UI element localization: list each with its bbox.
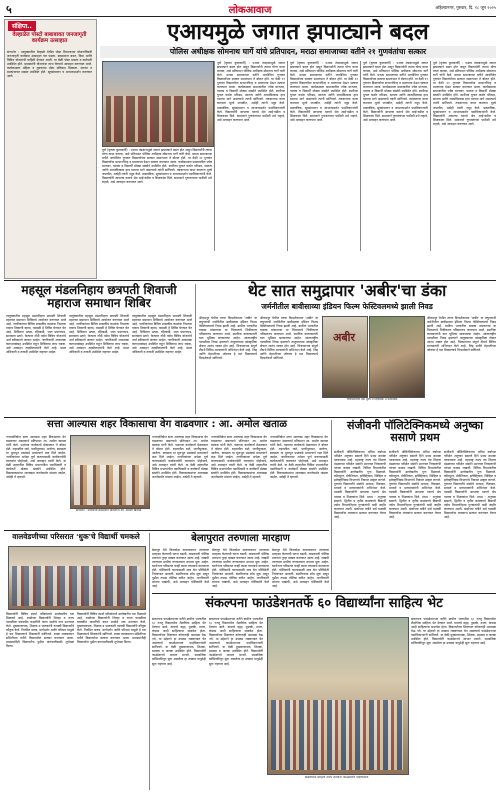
story4-body-1: नगरपालिकेत सत्ता आल्यास शहर विकासाचा वेग वाढवणार असल्याचे प्रतिपादन आ. अमोल खताळ यांनी केले. पक्षाच्या कार्यकर्ता मेळाव्यात ते बोलत होते. शहरातील रस्ते, पाणीपुरवठा, आरोग्य, स्वच्छता या मूलभूत प्रश्नांकडे प्राधान्याने लक्ष दिले जाईल. नागरिकांच्या अपेक्षा पूर्ण करण्यासाठी कार्यकर्त्यांनी घराघरांत पोहोचावे, असे आवाहन त्यांनी केले. या वेळी शहरातील विविध प्रभागांतील पदाधिकारी व कार्यकर्ते मोठ्या संख्येने उपस्थित होते. विकासकामांचा आराखडा जनतेसमोर मांडला जाईल, असेही ते म्हणाले. bbox=[6, 435, 66, 480]
col-divider-1 bbox=[214, 61, 215, 251]
story4-body-2: नगरपालिकेत सत्ता आल्यास शहर विकासाचा वेग वाढवणार असल्याचे प्रतिपादन आ. अमोल खताळ यांनी केले. पक्षाच्या कार्यकर्ता मेळाव्यात ते बोलत होते. शहरातील रस्ते, पाणीपुरवठा, आरोग्य, स्वच्छता या मूलभूत प्रश्नांकडे प्राधान्याने लक्ष दिले जाईल. नागरिकांच्या अपेक्षा पूर्ण करण्यासाठी कार्यकर्त्यांनी घराघरांत पोहोचावे, असे आवाहन त्यांनी केले. या वेळी शहरातील विविध प्रभागांतील पदाधिकारी व कार्यकर्ते मोठ्या संख्येने उपस्थित होते. विकासकामांचा आराखडा जनतेसमोर मांडला जाईल, असेही ते म्हणाले. bbox=[152, 435, 208, 480]
story8-headline: संकल्पना फाउंडेशनतर्फे ६० विद्यार्थ्यांना साहित्य भेट bbox=[205, 596, 443, 611]
sidebar-headline: वेल्हाळेत पोस्टो बाबाबावत जनजागृती कार्यक्रम उत्साहात bbox=[12, 32, 87, 44]
story3-subheadline: जर्मनीतील बावीसाव्या इंडियन फिल्म फेस्टिवलमध्ये झाली निवड bbox=[261, 302, 433, 311]
dateline: अहिल्यानगर, गुरुवार, दि. १८ जून २०२५ bbox=[435, 5, 496, 10]
story4-body-3: नगरपालिकेत सत्ता आल्यास शहर विकासाचा वेग वाढवणार असल्याचे प्रतिपादन आ. अमोल खताळ यांनी केले. पक्षाच्या कार्यकर्ता मेळाव्यात ते बोलत होते. शहरातील रस्ते, पाणीपुरवठा, आरोग्य, स्वच्छता या मूलभूत प्रश्नांकडे प्राधान्याने लक्ष दिले जाईल. नागरिकांच्या अपेक्षा पूर्ण करण्यासाठी कार्यकर्त्यांनी घराघरांत पोहोचावे, असे आवाहन त्यांनी केले. या वेळी शहरातील विविध प्रभागांतील पदाधिकारी व कार्यकर्ते मोठ्या संख्येने उपस्थित होते. विकासकामांचा आराखडा जनतेसमोर मांडला जाईल, असेही ते म्हणाले. bbox=[211, 435, 267, 480]
rule-3 bbox=[4, 530, 329, 531]
story8-photo-people bbox=[271, 700, 403, 770]
masthead: लोकआवाज bbox=[228, 5, 272, 16]
story5-headline: संजीवनी पॉलिटेक्निकमध्ये अनुष्का ससाणे प्रथम bbox=[346, 419, 484, 444]
story8-body-1: संकल्पना फाउंडेशनच्या वतीने ग्रामीण भागातील ६० गरजू विद्यार्थ्यांना शैक्षणिक साहित्य भेट देण्यात आले. यामध्ये वह्या, पुस्तके, दप्तर, कंपास आदी साहित्याचा समावेश होता. विद्यार्थ्यांच्या शिक्षणात कोणताही अडथळा येऊ नये, या उद्देशाने हा उपक्रम राबवण्यात येत असल्याचे फाउंडेशनच्या पदाधिकाऱ्यांनी सांगितले. या वेळी मुख्याध्यापक, शिक्षक, ग्रामस्थ व पालक उपस्थित होते. विद्यार्थ्यांनी फाउंडेशनचे आभार मानले. सामाजिक बांधिलकीतून सुरू असलेला हा उपक्रम यापुढेही सुरू राहणार आहे. bbox=[152, 617, 206, 666]
page-number: ५ bbox=[6, 3, 12, 16]
story6-body-1: विद्यार्थ्यांनी विविध स्पर्धा परीक्षांमध्ये उल्लेखनीय यश मिळवले आहे. शाळेच्या विद्यार्थ्यांनी जिल्हा व राज्य पातळीवर घवघवीत कामगिरी करत शाळेचे नाव उज्ज्वल केले. मुख्याध्यापक, शिक्षक व पालकांनी यशस्वी विद्यार्थ्यांचे कौतुक केले. नियमित सराव, मार्गदर्शन आणि परिश्रम यामुळे हे यश मिळाल्याचे शिक्षकांनी सांगितले. शाळा व्यवस्थापन समितीच्या वतीने विद्यार्थ्यांचा सत्कार करण्यात आला. ग्रामस्थांनीही विद्यार्थ्यांना पुढील वाटचालीसाठी शुभेच्छा दिल्या. bbox=[6, 612, 74, 649]
story2-body-2: तालुक्यातील महसूल मंडलनिहाय छत्रपती शिवाजी महाराज समाधान शिबिराचे आयोजन करण्यात आले आहे. नागरिकांच्या विविध शासकीय कामांचा निपटारा एकाच ठिकाणी व्हावा, यासाठी हे शिबिर घेण्यात येत आहे. शिबिरात उत्पन्न, रहिवासी, जात प्रमाणपत्र, सातबारा उतारे, फेरफार नोंदी तसेच विविध योजनांचे अर्ज स्वीकारले जाणार आहेत. नागरिकांनी आवश्यक कागदपत्रांसह उपस्थित राहून शिबिराचा लाभ घ्यावा, असे आवाहन तहसीलदारांनी केले आहे. मंडल अधिकारी व तलाठी उपस्थित राहणार आहेत. bbox=[69, 314, 129, 355]
story3-poster-title: अबीर bbox=[332, 331, 356, 344]
sidebar-label: संक्षिप्त.. bbox=[8, 21, 36, 31]
lead-headline: एआयमुळे जगात झपाट्याने बदल bbox=[167, 20, 429, 45]
story3-caption: चित्रपटातील एक दृश्य व दिग्दर्शक व कलाकार. bbox=[346, 398, 399, 401]
story3-body-1: श्रीरामपूर येथील तरुण दिग्दर्शकाच्या 'अबीर' या लघुपटाची जर्मनीतील बावीसाव्या इंडियन फिल्म फेस्टिवलमध्ये निवड झाली आहे. ग्रामीण भागातील वास्तव मांडणाऱ्या या चित्रपटाचे चित्रीकरण परिसरातच करण्यात आले. स्थानिक कलाकारांनी यात भूमिका साकारल्या आहेत. आंतरराष्ट्रीय पातळीवर निवड झाल्याने तालुक्याच्या सांस्कृतिक क्षेत्रात आनंद व्यक्त होत आहे. चित्रपटाच्या संपूर्ण टीमचे विविध मान्यवरांनी अभिनंदन केले आहे. जिद्द आणि मेहनतीच्या जोरावर हे यश मिळाल्याचे दिग्दर्शकाने सांगितले. bbox=[199, 316, 257, 361]
story5-body-2: संजीवनी पॉलिटेक्निकच्या अंतिम वर्षाच्या परीक्षेत अनुष्का ससाणे हिने प्रथम क्रमांक पटकावला आहे. महाराष्ट्र राज्य तंत्र शिक्षण मंडळाच्या परीक्षेत संस्थेने उज्ज्वल निकालाची परंपरा कायम राखली. विविध विभागांतील विद्यार्थ्यांनी उल्लेखनीय गुण मिळवले. कॉम्प्युटर, मेकॅनिकल, इलेक्ट्रिकल, सिव्हिल व इलेक्ट्रॉनिक्स विभागांचे निकाल उत्कृष्ट लागले. गुणवंत विद्यार्थ्यांचे संस्थेचे अध्यक्ष, विश्वस्त, प्राचार्य व प्राध्यापकांनी अभिनंदन केले. यशस्वी विद्यार्थ्यांनी आपल्या यशाचे श्रेय पालक व शिक्षकांना दिले. प्रथम - अनुष्का ससाणे, द्वितीय व तृतीय क्रमांकाचे विद्यार्थी तसेच विभागनिहाय गुणवंतांची यादी जाहीर करण्यात आली. संस्थेच्या वतीने सर्व यशस्वी विद्यार्थ्यांचा लवकरच सत्कार करण्यात येणार आहे. bbox=[389, 450, 441, 519]
header-rule bbox=[4, 16, 496, 17]
col-divider-2 bbox=[287, 61, 288, 251]
story3-headline: थेट सात समुद्रापार 'अबीर'चा डंका bbox=[247, 281, 447, 300]
col-divider-3 bbox=[360, 61, 361, 251]
story4-caption: संगमनेर : कार्यकर्ता मेळाव्यात बोलताना आ. अमोल खताळ. bbox=[75, 509, 143, 512]
lead-body-2: पुणे (कृष्णा कुलकर्णी) : एआय तंत्रज्ञानामुळे जगात झपाट्याने बदल होत असून विद्यार्थ्यांनी त्याचा योग्य वापर करावा, असे प्रतिपादन पोलिस अधीक्षक सोमनाथ घार्गे यांनी केले. मराठा समाजाच्या वतीने आयोजित गुणवंत विद्यार्थ्यांच्या सत्कार समारंभात ते बोलत होते. या वेळी २१ गुणवंत विद्यार्थ्यांचा सन्मानचिन्ह व प्रमाणपत्र देऊन सत्कार करण्यात आला. कार्यक्रमाला समाजातील ज्येष्ठ मान्यवर, पालक व विद्यार्थी मोठ्या संख्येने उपस्थित होते. स्पर्धेच्या युगात कठोर परिश्रम, सातत्य आणि आत्मविश्वास हाच यशाचा मार्ग असल्याचे त्यांनी सांगितले. तंत्रज्ञानाचा वापर करताना मूल्ये जपावीत, असेही त्यांनी नमूद केले. प्रास्ताविक, सूत्रसंचालन व आभारप्रदर्शन पदाधिकाऱ्यांनी केले. विद्यार्थ्यांनी आपल्या यशाचे श्रेय आई-वडील व शिक्षकांना दिले. समाजाने गुणवंतांच्या पाठीशी उभे राहावे, असे आवाहन करण्यात आले. bbox=[217, 61, 285, 122]
lead-subheadline: पोलिस अधीक्षक सोमनाथ घार्गे यांचे प्रतिपादन, मराठा समाजाच्या वतीने २१ गुणवंतांचा सत्कार bbox=[100, 46, 496, 58]
story6-photo-people bbox=[12, 566, 140, 606]
col-divider-7 bbox=[149, 533, 150, 790]
story7-body-2: बेलापूर येथे किरकोळ कारणावरून तरुणाला मारहाण केल्याची घटना घडली. याप्रकरणी पोलिस ठाण्यात गुन्हा दाखल करण्यात आला आहे. जखमी तरुणावर ग्रामीण रुग्णालयात उपचार सुरू आहेत. घटनेनंतर परिसरात काही काळ तणावाचे वातावरण होते. पोलिसांनी घटनास्थळी धाव घेत परिस्थिती नियंत्रणात आणली. संशयितांचा शोध सुरू असून पुढील तपास पोलिस करीत आहेत. नागरिकांनी शांतता राखावी, असे आवाहन पोलिसांनी केले आहे. bbox=[212, 548, 269, 589]
story3-body-3: श्रीरामपूर येथील तरुण दिग्दर्शकाच्या 'अबीर' या लघुपटाची जर्मनीतील बावीसाव्या इंडियन फिल्म फेस्टिवलमध्ये निवड झाली आहे. ग्रामीण भागातील वास्तव मांडणाऱ्या या चित्रपटाचे चित्रीकरण परिसरातच करण्यात आले. स्थानिक कलाकारांनी यात भूमिका साकारल्या आहेत. आंतरराष्ट्रीय पातळीवर निवड झाल्याने तालुक्याच्या सांस्कृतिक क्षेत्रात आनंद व्यक्त होत आहे. चित्रपटाच्या संपूर्ण टीमचे विविध मान्यवरांनी अभिनंदन केले आहे. जिद्द आणि मेहनतीच्या जोरावर हे यश मिळाल्याचे दिग्दर्शकाने सांगितले. bbox=[427, 316, 496, 353]
lead-body-1: पुणे (कृष्णा कुलकर्णी) : एआय तंत्रज्ञानामुळे जगात झपाट्याने बदल होत असून विद्यार्थ्यांनी त्याचा योग्य वापर करावा, असे प्रतिपादन पोलिस अधीक्षक सोमनाथ घार्गे यांनी केले. मराठा समाजाच्या वतीने आयोजित गुणवंत विद्यार्थ्यांच्या सत्कार समारंभात ते बोलत होते. या वेळी २१ गुणवंत विद्यार्थ्यांचा सन्मानचिन्ह व प्रमाणपत्र देऊन सत्कार करण्यात आला. कार्यक्रमाला समाजातील ज्येष्ठ मान्यवर, पालक व विद्यार्थी मोठ्या संख्येने उपस्थित होते. स्पर्धेच्या युगात कठोर परिश्रम, सातत्य आणि आत्मविश्वास हाच यशाचा मार्ग असल्याचे त्यांनी सांगितले. तंत्रज्ञानाचा वापर करताना मूल्ये जपावीत, असेही त्यांनी नमूद केले. प्रास्ताविक, सूत्रसंचालन व आभारप्रदर्शन पदाधिकाऱ्यांनी केले. विद्यार्थ्यांनी आपल्या यशाचे श्रेय आई-वडील व शिक्षकांना दिले. समाजाने गुणवंतांच्या पाठीशी उभे राहावे, असे आवाहन करण्यात आले. bbox=[102, 148, 212, 185]
story7-body-3: बेलापूर येथे किरकोळ कारणावरून तरुणाला मारहाण केल्याची घटना घडली. याप्रकरणी पोलिस ठाण्यात गुन्हा दाखल करण्यात आला आहे. जखमी तरुणावर ग्रामीण रुग्णालयात उपचार सुरू आहेत. घटनेनंतर परिसरात काही काळ तणावाचे वातावरण होते. पोलिसांनी घटनास्थळी धाव घेत परिस्थिती नियंत्रणात आणली. संशयितांचा शोध सुरू असून पुढील तपास पोलिस करीत आहेत. नागरिकांनी शांतता राखावी, असे आवाहन पोलिसांनी केले आहे. bbox=[272, 548, 329, 589]
story2-body-3: तालुक्यातील महसूल मंडलनिहाय छत्रपती शिवाजी महाराज समाधान शिबिराचे आयोजन करण्यात आले आहे. नागरिकांच्या विविध शासकीय कामांचा निपटारा एकाच ठिकाणी व्हावा, यासाठी हे शिबिर घेण्यात येत आहे. शिबिरात उत्पन्न, रहिवासी, जात प्रमाणपत्र, सातबारा उतारे, फेरफार नोंदी तसेच विविध योजनांचे अर्ज स्वीकारले जाणार आहेत. नागरिकांनी आवश्यक कागदपत्रांसह उपस्थित राहून शिबिराचा लाभ घ्यावा, असे आवाहन तहसीलदारांनी केले आहे. मंडल अधिकारी व तलाठी उपस्थित राहणार आहेत. bbox=[132, 314, 192, 355]
rule-2 bbox=[4, 417, 496, 418]
story2-headline: महसूल मंडलनिहाय छत्रपती शिवाजी महाराज समाधान शिबिर bbox=[21, 283, 177, 310]
story3-poster bbox=[322, 316, 368, 398]
story5-body-3: संजीवनी पॉलिटेक्निकच्या अंतिम वर्षाच्या परीक्षेत अनुष्का ससाणे हिने प्रथम क्रमांक पटकावला आहे. महाराष्ट्र राज्य तंत्र शिक्षण मंडळाच्या परीक्षेत संस्थेने उज्ज्वल निकालाची परंपरा कायम राखली. विविध विभागांतील विद्यार्थ्यांनी उल्लेखनीय गुण मिळवले. कॉम्प्युटर, मेकॅनिकल, इलेक्ट्रिकल, सिव्हिल व इलेक्ट्रॉनिक्स विभागांचे निकाल उत्कृष्ट लागले. गुणवंत विद्यार्थ्यांचे संस्थेचे अध्यक्ष, विश्वस्त, प्राचार्य व प्राध्यापकांनी अभिनंदन केले. यशस्वी विद्यार्थ्यांनी आपल्या यशाचे श्रेय पालक व शिक्षकांना दिले. प्रथम - अनुष्का ससाणे, द्वितीय व तृतीय क्रमांकाचे विद्यार्थी तसेच विभागनिहाय गुणवंतांची यादी जाहीर करण्यात आली. संस्थेच्या वतीने सर्व यशस्वी विद्यार्थ्यांचा लवकरच सत्कार करण्यात येणार आहे. bbox=[444, 450, 496, 519]
story4-headline: सत्ता आल्यास शहर विकासाचा वेग वाढवणार : आ. अमोल खताळ bbox=[47, 419, 287, 430]
story4-body-4: नगरपालिकेत सत्ता आल्यास शहर विकासाचा वेग वाढवणार असल्याचे प्रतिपादन आ. अमोल खताळ यांनी केले. पक्षाच्या कार्यकर्ता मेळाव्यात ते बोलत होते. शहरातील रस्ते, पाणीपुरवठा, आरोग्य, स्वच्छता या मूलभूत प्रश्नांकडे प्राधान्याने लक्ष दिले जाईल. नागरिकांच्या अपेक्षा पूर्ण करण्यासाठी कार्यकर्त्यांनी घराघरांत पोहोचावे, असे आवाहन त्यांनी केले. या वेळी शहरातील विविध प्रभागांतील पदाधिकारी व कार्यकर्ते मोठ्या संख्येने उपस्थित होते. विकासकामांचा आराखडा जनतेसमोर मांडला जाईल, असेही ते म्हणाले. bbox=[270, 435, 328, 480]
rule-4 bbox=[152, 593, 496, 594]
sidebar-body: संगमनेर : तालुक्यातील वेल्हाळे येथील पोस्ट विभागाच्या योजनांविषयी जनजागृती कार्यक्रम उत्साहात पार पडला. ग्रामस्थांना बचत, विमा आणि विविध योजनांची माहिती देण्यात आली. या वेळी पोस्ट मास्तर व कर्मचारी उपस्थित होते. ग्रामस्थांनी योजनांचा लाभ घेण्याचे आवाहन करण्यात आले. कार्यक्रमाला महिला व युवकांचा मोठा प्रतिसाद मिळाला. सरपंच व ग्रामपंचायत सदस्य उपस्थित होते. सूत्रसंचालन व आभारप्रदर्शन करण्यात आले. bbox=[7, 50, 92, 79]
story4-photo-people bbox=[74, 465, 144, 505]
lead-body-5: पुणे (कृष्णा कुलकर्णी) : एआय तंत्रज्ञानामुळे जगात झपाट्याने बदल होत असून विद्यार्थ्यांनी त्याचा योग्य वापर करावा, असे प्रतिपादन पोलिस अधीक्षक सोमनाथ घार्गे यांनी केले. मराठा समाजाच्या वतीने आयोजित गुणवंत विद्यार्थ्यांच्या सत्कार समारंभात ते बोलत होते. या वेळी २१ गुणवंत विद्यार्थ्यांचा सन्मानचिन्ह व प्रमाणपत्र देऊन सत्कार करण्यात आला. कार्यक्रमाला समाजातील ज्येष्ठ मान्यवर, पालक व विद्यार्थी मोठ्या संख्येने उपस्थित होते. स्पर्धेच्या युगात कठोर परिश्रम, सातत्य आणि आत्मविश्वास हाच यशाचा मार्ग असल्याचे त्यांनी सांगितले. तंत्रज्ञानाचा वापर करताना मूल्ये जपावीत, असेही त्यांनी नमूद केले. प्रास्ताविक, सूत्रसंचालन व आभारप्रदर्शन पदाधिकाऱ्यांनी केले. विद्यार्थ्यांनी आपल्या यशाचे श्रेय आई-वडील व शिक्षकांना दिले. समाजाने गुणवंतांच्या पाठीशी उभे राहावे, असे आवाहन करण्यात आले. bbox=[433, 61, 496, 126]
story6-headline: वालवेडणीच्या परिसरात 'धुक'चे विद्यार्थी चमकले bbox=[12, 532, 140, 541]
story7-body-1: बेलापूर येथे किरकोळ कारणावरून तरुणाला मारहाण केल्याची घटना घडली. याप्रकरणी पोलिस ठाण्यात गुन्हा दाखल करण्यात आला आहे. जखमी तरुणावर ग्रामीण रुग्णालयात उपचार सुरू आहेत. घटनेनंतर परिसरात काही काळ तणावाचे वातावरण होते. पोलिसांनी घटनास्थळी धाव घेत परिस्थिती नियंत्रणात आणली. संशयितांचा शोध सुरू असून पुढील तपास पोलिस करीत आहेत. नागरिकांनी शांतता राखावी, असे आवाहन पोलिसांनी केले आहे. bbox=[152, 548, 209, 589]
lead-photo-people bbox=[106, 96, 208, 142]
story2-body-1: तालुक्यातील महसूल मंडलनिहाय छत्रपती शिवाजी महाराज समाधान शिबिराचे आयोजन करण्यात आले आहे. नागरिकांच्या विविध शासकीय कामांचा निपटारा एकाच ठिकाणी व्हावा, यासाठी हे शिबिर घेण्यात येत आहे. शिबिरात उत्पन्न, रहिवासी, जात प्रमाणपत्र, सातबारा उतारे, फेरफार नोंदी तसेच विविध योजनांचे अर्ज स्वीकारले जाणार आहेत. नागरिकांनी आवश्यक कागदपत्रांसह उपस्थित राहून शिबिराचा लाभ घ्यावा, असे आवाहन तहसीलदारांनी केले आहे. मंडल अधिकारी व तलाठी उपस्थित राहणार आहेत. bbox=[6, 314, 66, 355]
story8-caption: विद्यार्थ्यांना साहित्य वाटप करताना फाउंडेशनचे पदाधिकारी. bbox=[304, 776, 370, 779]
story7-headline: बेलापुरात तरुणाला मारहाण bbox=[191, 533, 290, 544]
story3-photo bbox=[369, 316, 425, 398]
story3-body-2: श्रीरामपूर येथील तरुण दिग्दर्शकाच्या 'अबीर' या लघुपटाची जर्मनीतील बावीसाव्या इंडियन फिल्म फेस्टिवलमध्ये निवड झाली आहे. ग्रामीण भागातील वास्तव मांडणाऱ्या या चित्रपटाचे चित्रीकरण परिसरातच करण्यात आले. स्थानिक कलाकारांनी यात भूमिका साकारल्या आहेत. आंतरराष्ट्रीय पातळीवर निवड झाल्याने तालुक्याच्या सांस्कृतिक क्षेत्रात आनंद व्यक्त होत आहे. चित्रपटाच्या संपूर्ण टीमचे विविध मान्यवरांनी अभिनंदन केले आहे. जिद्द आणि मेहनतीच्या जोरावर हे यश मिळाल्याचे दिग्दर्शकाने सांगितले. bbox=[260, 316, 318, 361]
lead-body-4: पुणे (कृष्णा कुलकर्णी) : एआय तंत्रज्ञानामुळे जगात झपाट्याने बदल होत असून विद्यार्थ्यांनी त्याचा योग्य वापर करावा, असे प्रतिपादन पोलिस अधीक्षक सोमनाथ घार्गे यांनी केले. मराठा समाजाच्या वतीने आयोजित गुणवंत विद्यार्थ्यांच्या सत्कार समारंभात ते बोलत होते. या वेळी २१ गुणवंत विद्यार्थ्यांचा सन्मानचिन्ह व प्रमाणपत्र देऊन सत्कार करण्यात आला. कार्यक्रमाला समाजातील ज्येष्ठ मान्यवर, पालक व विद्यार्थी मोठ्या संख्येने उपस्थित होते. स्पर्धेच्या युगात कठोर परिश्रम, सातत्य आणि आत्मविश्वास हाच यशाचा मार्ग असल्याचे त्यांनी सांगितले. तंत्रज्ञानाचा वापर करताना मूल्ये जपावीत, असेही त्यांनी नमूद केले. प्रास्ताविक, सूत्रसंचालन व आभारप्रदर्शन पदाधिकाऱ्यांनी केले. विद्यार्थ्यांनी आपल्या यशाचे श्रेय आई-वडील व शिक्षकांना दिले. समाजाने गुणवंतांच्या पाठीशी उभे राहावे, असे आवाहन करण्यात आले. bbox=[363, 61, 428, 122]
story5-body-1: संजीवनी पॉलिटेक्निकच्या अंतिम वर्षाच्या परीक्षेत अनुष्का ससाणे हिने प्रथम क्रमांक पटकावला आहे. महाराष्ट्र राज्य तंत्र शिक्षण मंडळाच्या परीक्षेत संस्थेने उज्ज्वल निकालाची परंपरा कायम राखली. विविध विभागांतील विद्यार्थ्यांनी उल्लेखनीय गुण मिळवले. कॉम्प्युटर, मेकॅनिकल, इलेक्ट्रिकल, सिव्हिल व इलेक्ट्रॉनिक्स विभागांचे निकाल उत्कृष्ट लागले. गुणवंत विद्यार्थ्यांचे संस्थेचे अध्यक्ष, विश्वस्त, प्राचार्य व प्राध्यापकांनी अभिनंदन केले. यशस्वी विद्यार्थ्यांनी आपल्या यशाचे श्रेय पालक व शिक्षकांना दिले. प्रथम - अनुष्का ससाणे, द्वितीय व तृतीय क्रमांकाचे विद्यार्थी तसेच विभागनिहाय गुणवंतांची यादी जाहीर करण्यात आली. संस्थेच्या वतीने सर्व यशस्वी विद्यार्थ्यांचा लवकरच सत्कार करण्यात येणार आहे. bbox=[334, 450, 386, 519]
story8-body-3: संकल्पना फाउंडेशनच्या वतीने ग्रामीण भागातील ६० गरजू विद्यार्थ्यांना शैक्षणिक साहित्य भेट देण्यात आले. यामध्ये वह्या, पुस्तके, दप्तर, कंपास आदी साहित्याचा समावेश होता. विद्यार्थ्यांच्या शिक्षणात कोणताही अडथळा येऊ नये, या उद्देशाने हा उपक्रम राबवण्यात येत असल्याचे फाउंडेशनच्या पदाधिकाऱ्यांनी सांगितले. या वेळी मुख्याध्यापक, शिक्षक, ग्रामस्थ व पालक उपस्थित होते. विद्यार्थ्यांनी फाउंडेशनचे आभार मानले. सामाजिक बांधिलकीतून सुरू असलेला हा उपक्रम यापुढेही सुरू राहणार आहे. bbox=[411, 617, 496, 646]
col-divider-6 bbox=[331, 420, 332, 590]
story6-body-2: विद्यार्थ्यांनी विविध स्पर्धा परीक्षांमध्ये उल्लेखनीय यश मिळवले आहे. शाळेच्या विद्यार्थ्यांनी जिल्हा व राज्य पातळीवर घवघवीत कामगिरी करत शाळेचे नाव उज्ज्वल केले. मुख्याध्यापक, शिक्षक व पालकांनी यशस्वी विद्यार्थ्यांचे कौतुक केले. नियमित सराव, मार्गदर्शन आणि परिश्रम यामुळे हे यश मिळाल्याचे शिक्षकांनी सांगितले. शाळा व्यवस्थापन समितीच्या वतीने विद्यार्थ्यांचा सत्कार करण्यात आला. ग्रामस्थांनीही विद्यार्थ्यांना पुढील वाटचालीसाठी शुभेच्छा दिल्या. bbox=[77, 612, 146, 645]
col-divider-5 bbox=[195, 284, 196, 414]
col-divider-4 bbox=[430, 61, 431, 251]
lead-body-3: पुणे (कृष्णा कुलकर्णी) : एआय तंत्रज्ञानामुळे जगात झपाट्याने बदल होत असून विद्यार्थ्यांनी त्याचा योग्य वापर करावा, असे प्रतिपादन पोलिस अधीक्षक सोमनाथ घार्गे यांनी केले. मराठा समाजाच्या वतीने आयोजित गुणवंत विद्यार्थ्यांच्या सत्कार समारंभात ते बोलत होते. या वेळी २१ गुणवंत विद्यार्थ्यांचा सन्मानचिन्ह व प्रमाणपत्र देऊन सत्कार करण्यात आला. कार्यक्रमाला समाजातील ज्येष्ठ मान्यवर, पालक व विद्यार्थी मोठ्या संख्येने उपस्थित होते. स्पर्धेच्या युगात कठोर परिश्रम, सातत्य आणि आत्मविश्वास हाच यशाचा मार्ग असल्याचे त्यांनी सांगितले. तंत्रज्ञानाचा वापर करताना मूल्ये जपावीत, असेही त्यांनी नमूद केले. प्रास्ताविक, सूत्रसंचालन व आभारप्रदर्शन पदाधिकाऱ्यांनी केले. विद्यार्थ्यांनी आपल्या यशाचे श्रेय आई-वडील व शिक्षकांना दिले. समाजाने गुणवंतांच्या पाठीशी उभे राहावे, असे आवाहन करण्यात आले. bbox=[290, 61, 358, 122]
story8-body-2: संकल्पना फाउंडेशनच्या वतीने ग्रामीण भागातील ६० गरजू विद्यार्थ्यांना शैक्षणिक साहित्य भेट देण्यात आले. यामध्ये वह्या, पुस्तके, दप्तर, कंपास आदी साहित्याचा समावेश होता. विद्यार्थ्यांच्या शिक्षणात कोणताही अडथळा येऊ नये, या उद्देशाने हा उपक्रम राबवण्यात येत असल्याचे फाउंडेशनच्या पदाधिकाऱ्यांनी सांगितले. या वेळी मुख्याध्यापक, शिक्षक, ग्रामस्थ व पालक उपस्थित होते. विद्यार्थ्यांनी फाउंडेशनचे आभार मानले. सामाजिक बांधिलकीतून सुरू असलेला हा उपक्रम यापुढेही सुरू राहणार आहे. bbox=[209, 617, 263, 666]
